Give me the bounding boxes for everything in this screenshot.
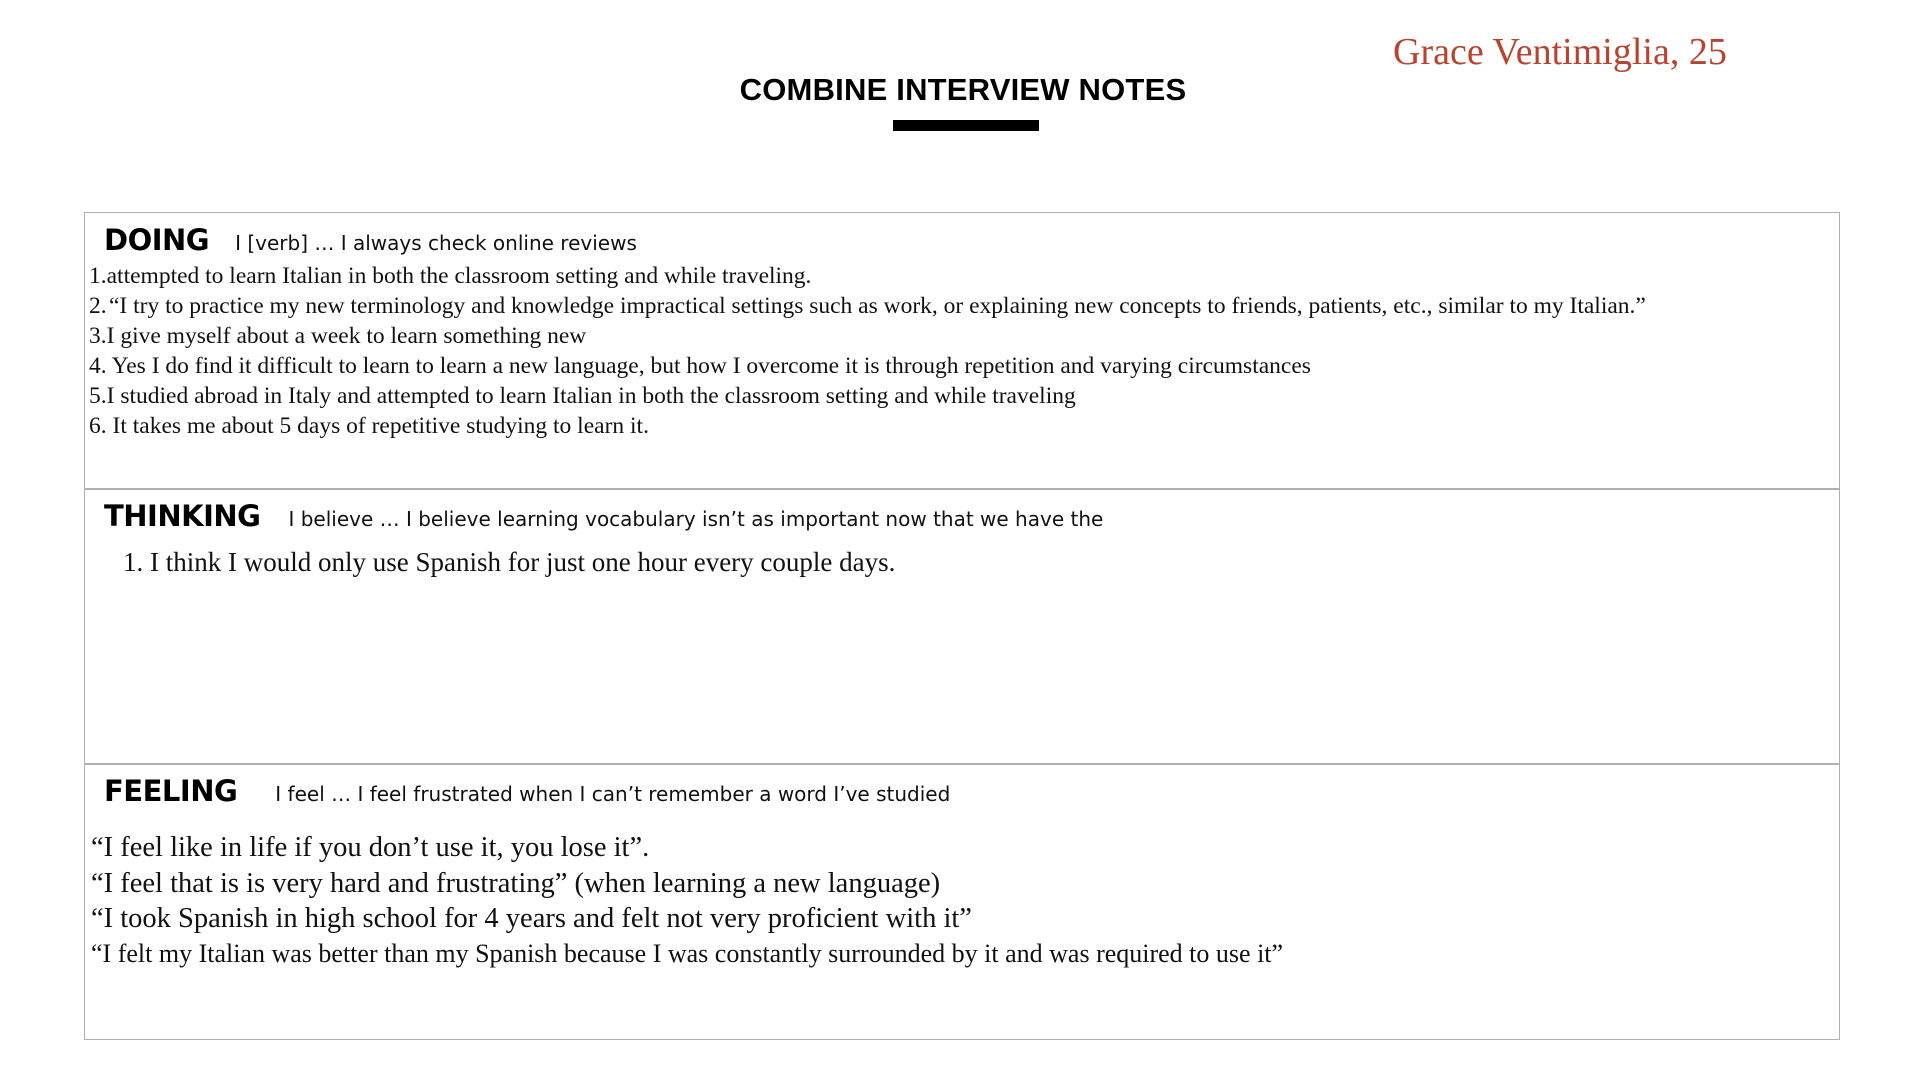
doing-section: [84, 212, 1840, 490]
thinking-prompt: I believe … I believe learning vocabulary isn’t as important now that we have the: [288, 507, 1104, 531]
list-item: [89, 381, 1829, 411]
list-item-number: 6.: [89, 413, 107, 439]
list-item-number: 4.: [89, 353, 107, 379]
list-item-number: 1.: [123, 547, 144, 577]
list-item-number: 2.: [89, 293, 107, 319]
feeling-section: [84, 763, 1840, 1040]
list-item: [123, 545, 895, 579]
list-item-number: 1.: [89, 263, 107, 289]
list-item: [89, 351, 1829, 381]
list-item-number: 3.: [89, 323, 107, 349]
doing-heading: DOING: [104, 223, 210, 257]
interviewee-name: Grace Ventimiglia, 25: [1393, 31, 1727, 73]
doing-prompt: I [verb] … I always check online reviews: [235, 231, 637, 255]
list-item: [89, 261, 1829, 291]
list-item-text: attempted to learn Italian in both the classroom setting and while traveling.: [106, 263, 812, 289]
list-item-text: I give myself about a week to learn something new: [106, 323, 587, 349]
list-item-number: 5.: [89, 383, 107, 409]
quote: “I felt my Italian was better than my Spanish because I was constantly surrounded by it and was required to use it”: [91, 938, 1284, 968]
list-item: [89, 321, 1829, 351]
thinking-section: [84, 488, 1840, 765]
quote: “I feel like in life if you don’t use it, you lose it”.: [91, 832, 650, 863]
list-item-text: It takes me about 5 days of repetitive studying to learn it.: [106, 413, 649, 439]
list-item-text: I think I would only use Spanish for just one hour every couple days.: [150, 547, 896, 577]
thinking-list: [123, 545, 895, 579]
list-item: [89, 291, 1829, 321]
feeling-quotes: [91, 830, 1831, 971]
title-underline: [893, 120, 1039, 131]
feeling-prompt: I feel … I feel frustrated when I can’t remember a word I’ve studied: [275, 782, 951, 806]
list-item-text: “I try to practice my new terminology and knowledge impractical settings such as work, or explaining new concepts to friends, patients, etc., similar to my Italian.”: [109, 293, 1646, 319]
list-item-text: I studied abroad in Italy and attempted to learn Italian in both the classroom setting and while traveling: [106, 383, 1076, 409]
feeling-heading: FEELING: [104, 774, 238, 808]
quote: “I feel that is is very hard and frustrating” (when learning a new language): [91, 867, 941, 899]
quote: “I took Spanish in high school for 4 years and felt not very proficient with it”: [91, 903, 972, 934]
thinking-heading: THINKING: [104, 499, 261, 533]
feeling-header: [104, 774, 950, 808]
list-item-text: Yes I do find it difficult to learn to learn a new language, but how I overcome it is through repetition and varying circumstances: [106, 353, 1311, 379]
thinking-header: [104, 499, 1103, 533]
list-item: [89, 411, 1829, 441]
page-title: COMBINE INTERVIEW NOTES: [739, 72, 1187, 107]
doing-header: [104, 223, 637, 257]
doing-list: [89, 261, 1829, 441]
